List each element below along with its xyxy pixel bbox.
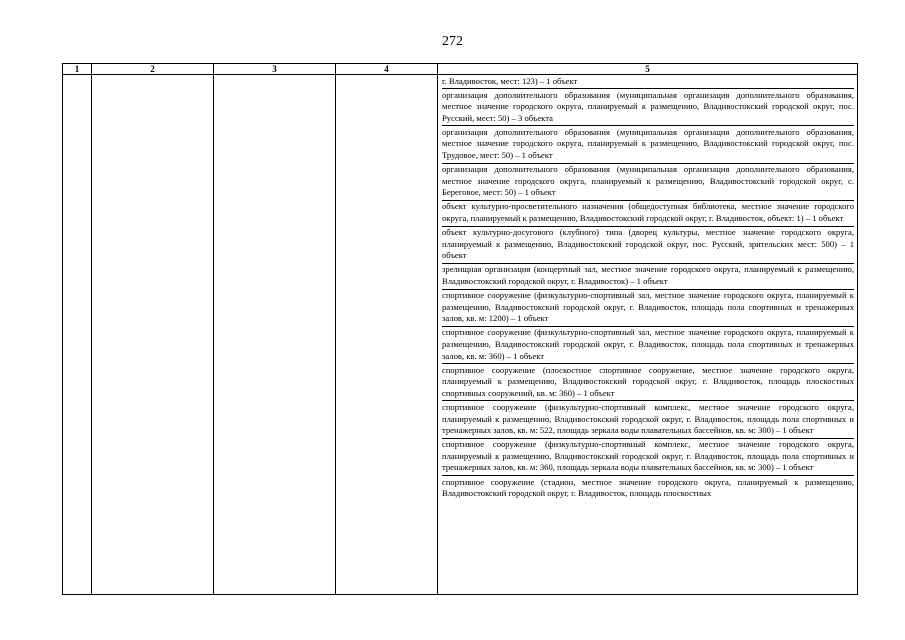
- list-item: г. Владивосток, мест: 123) – 1 объект: [442, 75, 854, 89]
- list-item: зрелищная организация (концертный зал, местное значение городского округа, планируемый к размещению, Владивостокский городской округ, г. Владивосток) – 1 объект: [442, 264, 854, 290]
- cell-col-1: [63, 75, 92, 595]
- data-table: [62, 63, 858, 595]
- column-header-4: 4: [336, 64, 438, 75]
- cell-col-5: [438, 75, 858, 595]
- header-row: [63, 64, 858, 75]
- column-header-5: 5: [438, 64, 858, 75]
- page-number: 272: [442, 34, 463, 49]
- list-item: спортивное сооружение (физкультурно-спортивный зал, местное значение городского округа, планируемый к размещению, Владивостокский городской округ, г. Владивосток, площадь пола спортивных и тренажерных залов, кв. м: 1200) – 1 объект: [442, 290, 854, 327]
- list-item: организация дополнительного образования (муниципальная организация дополнительного образования, местное значение городского округа, планируемый к размещению, Владивостокский городской округ, пос. Трудовое, мест: 50) – 1 объект: [442, 126, 854, 163]
- list-item: спортивное сооружение (плоскостное спортивное сооружение, местное значение городского округа, планируемый к размещению, Владивостокский городской округ, г. Владивосток, площадь плоскостных спортивных сооружений, кв. м: 360) – 1 объект: [442, 364, 854, 401]
- list-item: организация дополнительного образования (муниципальная организация дополнительного образования, местное значение городского округа, планируемый к размещению, Владивостокский городской округ, пос. Русский, мест: 50) – 3 объекта: [442, 89, 854, 126]
- table-row: [63, 75, 858, 595]
- list-item: спортивное сооружение (физкультурно-спортивный комплекс, местное значение городского округа, планируемый к размещению, Владивостокский городской округ, г. Владивосток, площадь пола спортивных и тренажерных залов, кв. м: 360, площадь зеркала воды плавательных бассейнов, кв. м: 300) – 1 объект: [442, 439, 854, 476]
- column-header-3: 3: [214, 64, 336, 75]
- list-item: спортивное сооружение (стадион, местное значение городского округа, планируемый к размещению, Владивостокский городской округ, г. Владивосток, площадь плоскостных: [442, 476, 854, 499]
- column-header-2: 2: [92, 64, 214, 75]
- list-item: объект культурно-просветительного назначения (общедоступная библиотека, местное значение городского округа, планируемый к размещению, Владивостокский городской округ, г. Владивосток, объект: 1) – 1 объект: [442, 201, 854, 227]
- list-item: спортивное сооружение (физкультурно-спортивный зал, местное значение городского округа, планируемый к размещению, Владивостокский городской округ, г. Владивосток, площадь пола спортивных и тренажерных залов, кв. м: 360) – 1 объект: [442, 327, 854, 364]
- cell-col-4: [336, 75, 438, 595]
- column-header-1: 1: [63, 64, 92, 75]
- cell-col-2: [92, 75, 214, 595]
- cell-col-3: [214, 75, 336, 595]
- list-item: организация дополнительного образования (муниципальная организация дополнительного образования, местное значение городского округа, планируемый к размещению, Владивостокский городской округ, с. Береговое, мест: 50) – 1 объект: [442, 164, 854, 201]
- list-item: объект культурно-досугового (клубного) типа (дворец культуры, местное значение городского округа, планируемый к размещению, Владивостокский городской округ, пос. Русский, зрительских мест: 500) – 1 объект: [442, 227, 854, 264]
- list-item: спортивное сооружение (физкультурно-спортивный комплекс, местное значение городского округа, планируемый к размещению, Владивостокский городской округ, г. Владивосток, площадь пола спортивных и тренажерных залов, кв. м: 522, площадь зеркала воды плавательных бассейнов, кв. м: 300) – 1 объект: [442, 401, 854, 438]
